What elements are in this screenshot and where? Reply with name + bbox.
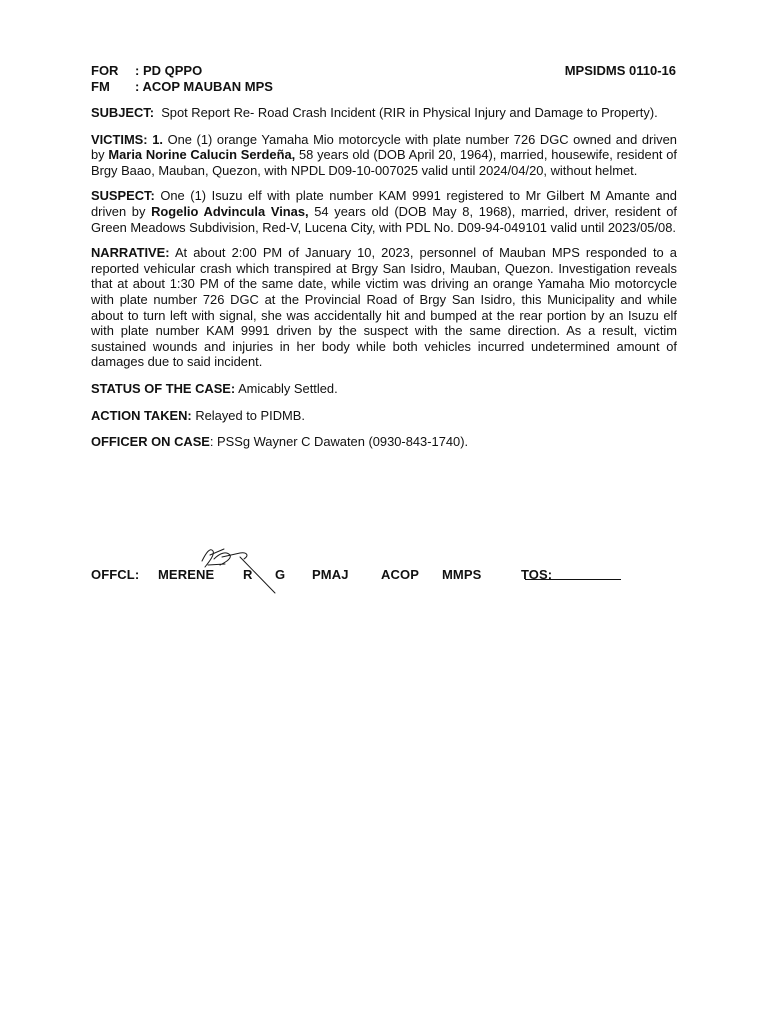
from-line: [91, 79, 273, 95]
victims-number: 1.: [152, 131, 163, 147]
fm-label: FM: [91, 78, 110, 94]
narrative-paragraph: [91, 245, 677, 370]
for-value: : PD QPPO: [135, 63, 203, 78]
official-surname: MERENE: [158, 567, 215, 582]
official-initial-g: G: [275, 567, 286, 582]
narrative-label: NARRATIVE:: [91, 245, 170, 261]
tos-blank-line: [525, 567, 621, 580]
official-office: MMPS: [442, 567, 482, 582]
victims-text-before: One (1) orange Yamaha Mio motorcycle with plate number 726 DGC owned and driven by: [91, 131, 677, 163]
victim-name: Maria Norine Calucin Serdeña,: [108, 147, 296, 163]
suspect-paragraph: [91, 188, 677, 235]
official-rank: PMAJ: [312, 567, 349, 582]
officer-text: : PSSg Wayner C Dawaten (0930-843-1740).: [209, 434, 469, 450]
official-position: ACOP: [381, 567, 419, 582]
status-paragraph: [91, 381, 677, 397]
fm-value: : ACOP MAUBAN MPS: [135, 78, 273, 94]
narrative-text: At about 2:00 PM of January 10, 2023, personnel of Mauban MPS responded to a reported vehicular crash which transpired at Brgy San Isidro, Mauban, Quezon. Investigation reveals that at about 1:30 PM of the same date, while victim was driving an orange Yamaha Mio motorcycle with plate number 726 DGC at the Provincial Road of Brgy San Isidro, this Municipality and while about to turn left with signal, she was accidentally hit and bumped at the rear portion by an Isuzu elf with plate number KAM 9991 driven by the suspect with the same direction. As a result, victim sustained wounds and injuries in her body while both vehicles incurred undetermined amount of damages due to said incident.: [91, 245, 677, 370]
for-label: FOR: [91, 63, 119, 78]
spot-report-body: [91, 63, 677, 450]
for-line: [91, 63, 202, 79]
action-text: Relayed to PIDMB.: [195, 407, 305, 423]
report-header: [91, 63, 677, 94]
officer-label: OFFICER ON CASE: [91, 434, 210, 450]
action-paragraph: [91, 408, 677, 424]
subject-paragraph: [91, 105, 677, 121]
subject-label: SUBJECT:: [91, 105, 155, 120]
suspect-name: Rogelio Advincula Vinas,: [151, 203, 309, 219]
subject-text: Spot Report Re- Road Crash Incident (RIR in Physical Injury and Damage to Property).: [161, 105, 658, 120]
suspect-text-after: 54 years old (DOB May 8, 1968), married, driver, resident of Green Meadows Subdivision, Red-V, Lucena City, with PDL No. D09-94-049101 valid until 2023/05/08.: [91, 203, 677, 235]
status-label: STATUS OF THE CASE:: [91, 380, 236, 396]
offcl-label: OFFCL:: [91, 567, 140, 582]
victims-paragraph: [91, 132, 677, 179]
official-initial-r: R: [243, 567, 253, 582]
tos-field: [521, 567, 553, 582]
suspect-label: SUSPECT:: [91, 188, 155, 204]
suspect-text-before: One (1) Isuzu elf with plate number KAM 9991 registered to Mr Gilbert M Amante and driven by: [91, 188, 677, 219]
status-text: Amicably Settled.: [238, 380, 338, 396]
victims-label: VICTIMS:: [91, 131, 148, 147]
officer-paragraph: [91, 434, 677, 450]
tos-label: TOS:: [521, 567, 553, 582]
reference-number: MPSIDMS 0110-16: [564, 63, 676, 78]
official-signature-line: [91, 567, 691, 583]
victims-text-after: 58 years old (DOB April 20, 1964), married, housewife, resident of Brgy Baao, Mauban, Quezon, with NPDL D09-10-007025 valid until 2024/04/20, without helmet.: [91, 147, 677, 178]
action-label: ACTION TAKEN:: [91, 407, 192, 423]
